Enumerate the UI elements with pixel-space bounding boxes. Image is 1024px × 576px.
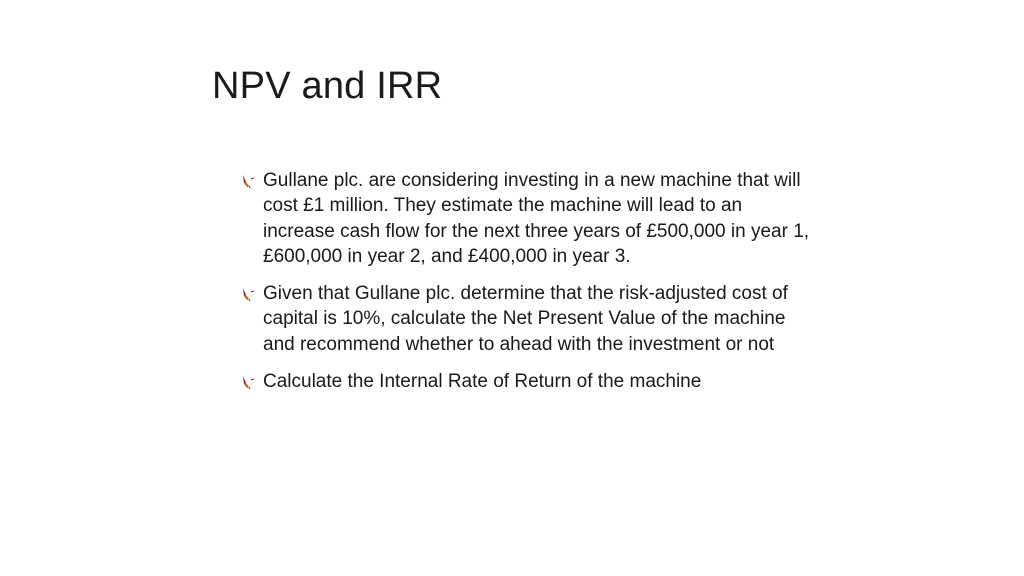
pen-nib-icon <box>240 374 256 390</box>
bullet-item <box>240 168 810 269</box>
bullet-item <box>240 281 810 357</box>
pen-nib-icon <box>240 173 256 189</box>
pen-nib-icon <box>240 286 256 302</box>
bullet-item <box>240 369 810 394</box>
bullet-text: Given that Gullane plc. determine that the risk-adjusted cost of capital is 10%, calculate the Net Present Value of the machine and recommend whether to ahead with the investment or not <box>263 283 788 355</box>
bullet-text: Gullane plc. are considering investing in a new machine that will cost £1 million. They estimate the machine will lead to an increase cash flow for the next three years of £500,000 in year 1, £600,000 in year 2, and £400,000 in year 3. <box>263 170 810 267</box>
slide-title: NPV and IRR <box>212 65 443 107</box>
bullet-text: Calculate the Internal Rate of Return of the machine <box>263 371 702 393</box>
bullet-list <box>240 168 810 406</box>
